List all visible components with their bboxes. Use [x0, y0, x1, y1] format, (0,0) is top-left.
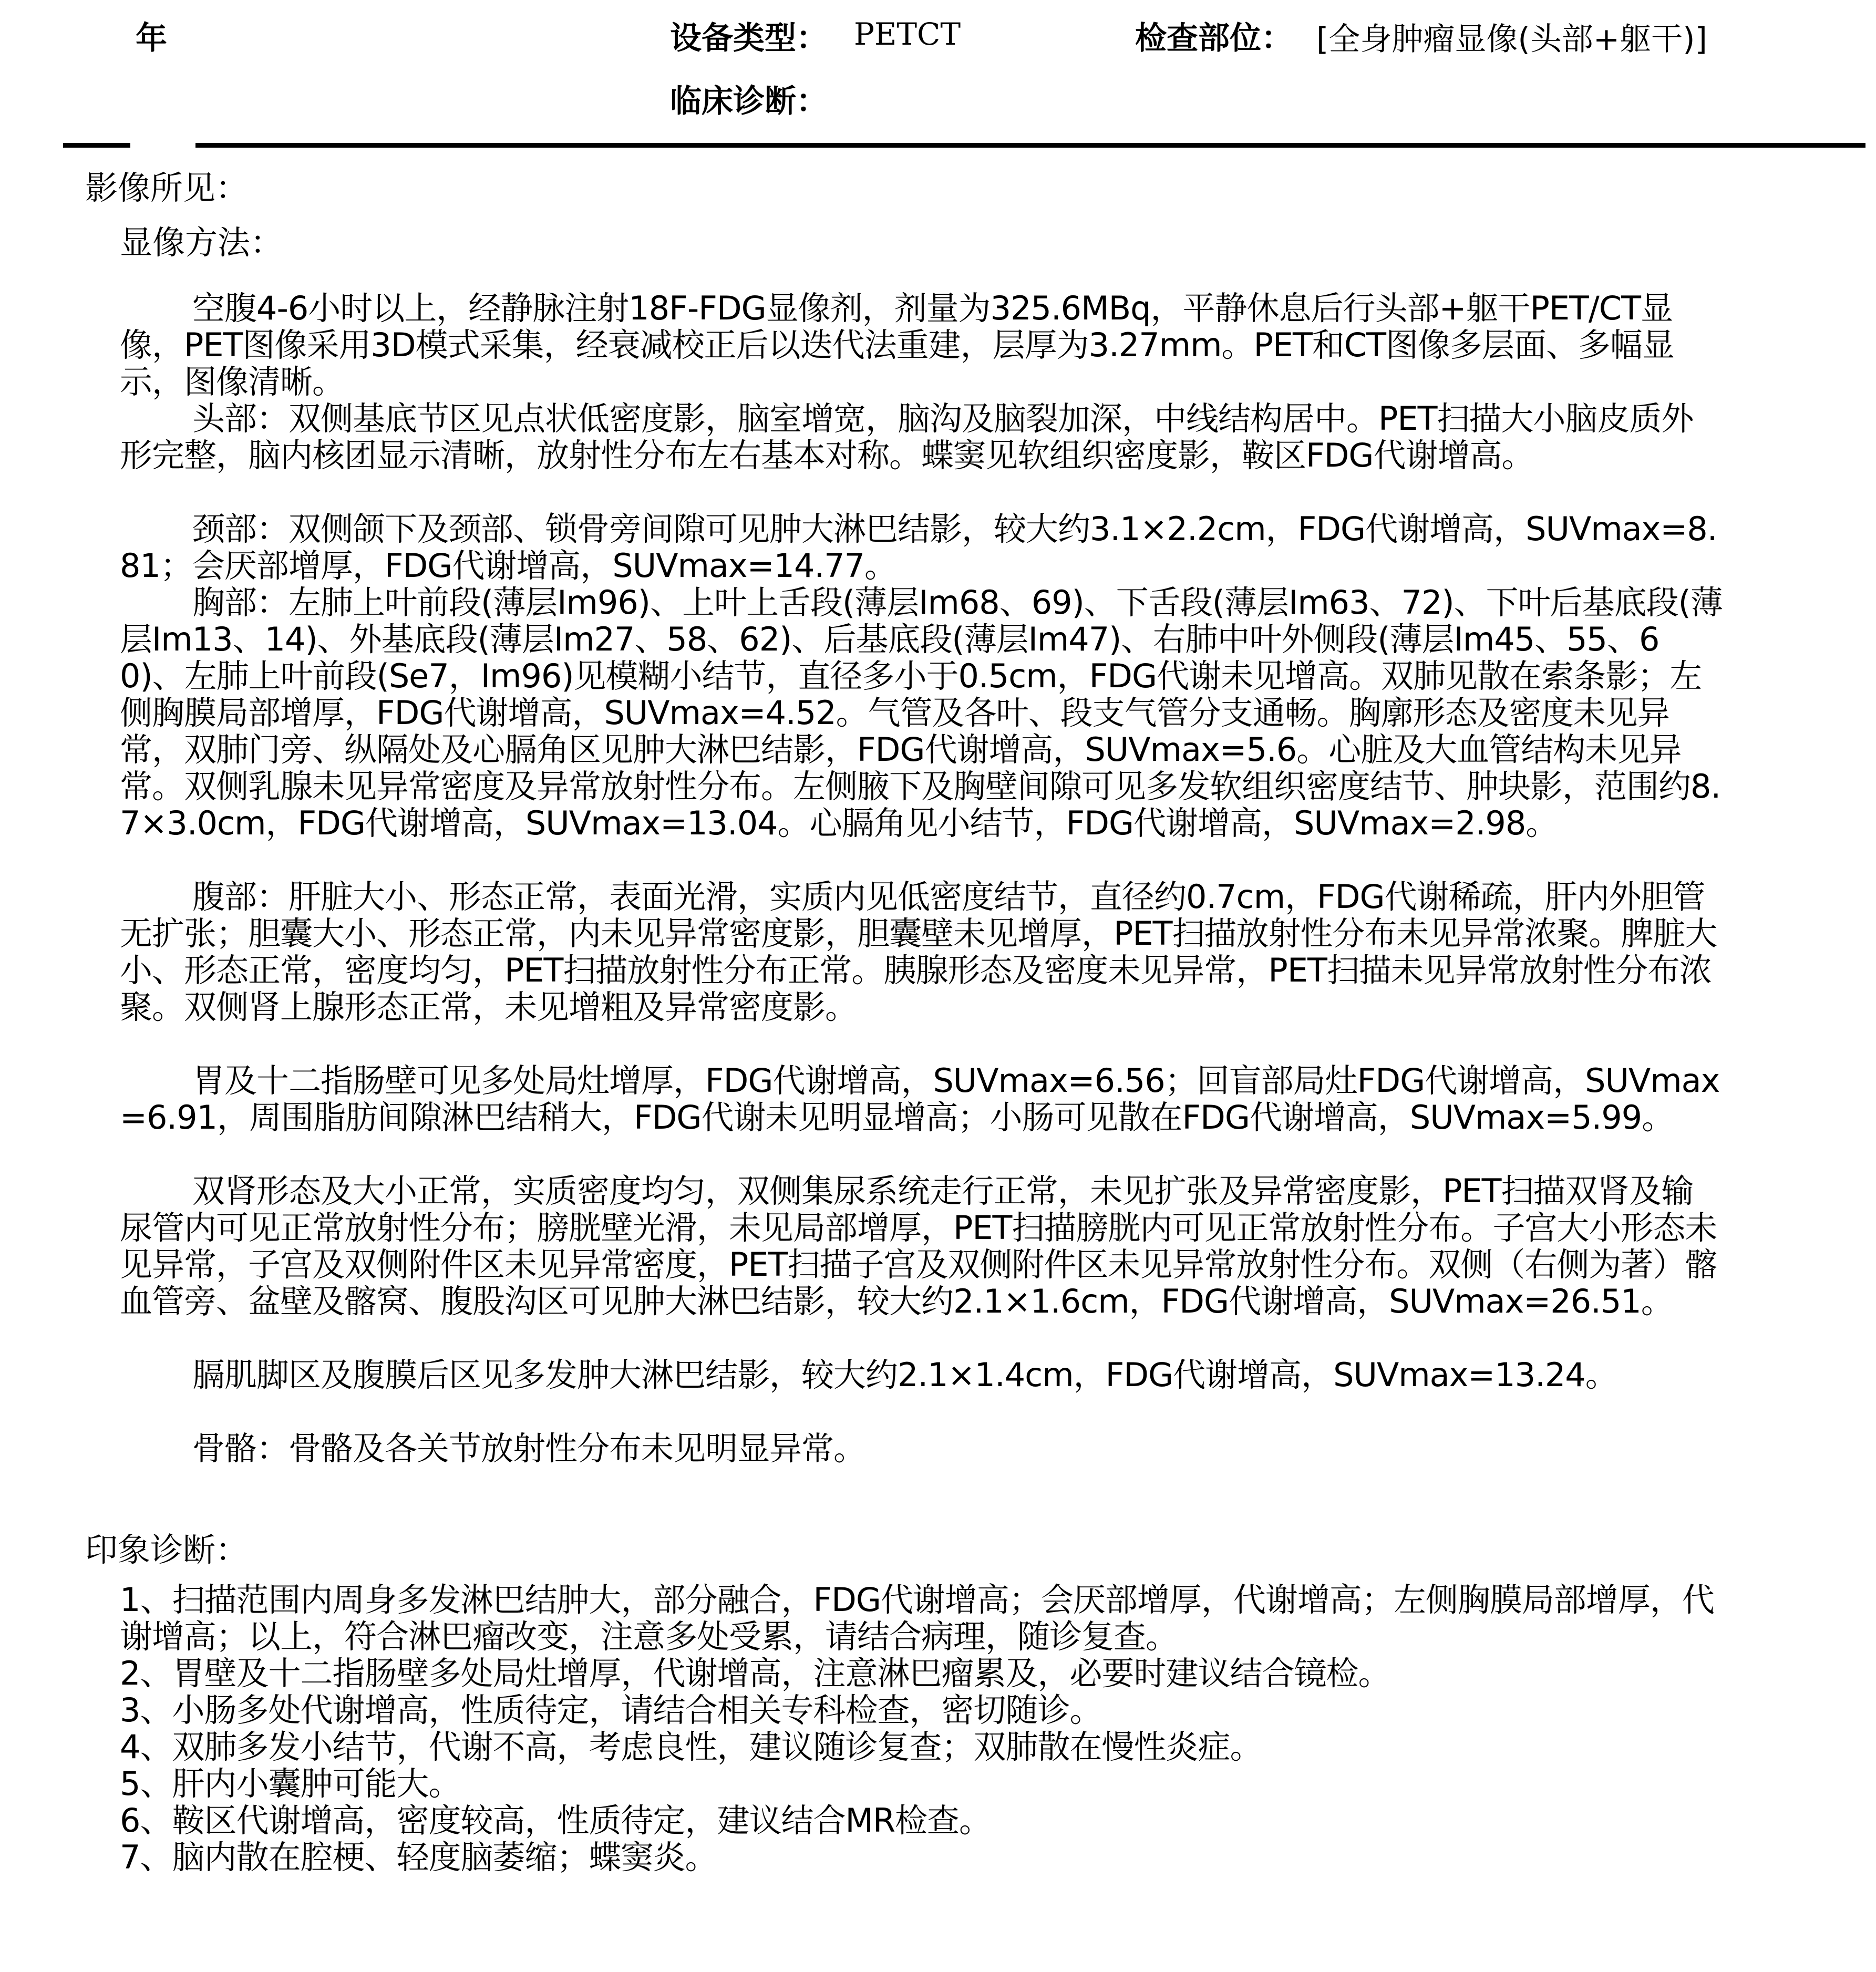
exam-part-value: [全身肿瘤显像(头部+躯干)] [1316, 21, 1707, 58]
device-type-label: 设备类型： [670, 20, 828, 57]
findings-paragraph-bone: 骨骼：骨骼及各关节放射性分布未见明显异常。 [192, 1429, 866, 1468]
findings-paragraph-pelvis: 双肾形态及大小正常，实质密度均匀，双侧集尿系统走行正常，未见扩张及异常密度影，PET扫描双肾及输尿管内可见正常放射性分布；膀胱壁光滑，未见局部增厚，PET扫描膀胱内可见正常放射性分布。子宫大小形态未见异常，子宫及双侧附件区未见异常密度，PET扫描子宫及双侧附件区未见异常放射性分布。双侧（右侧为著）髂血管旁、盆壁及髂窝、腹股沟区可见肿大淋巴结影，较大约2.1×1.6cm，FDG代谢增高，SUVmax=26.51。 [120, 1172, 1717, 1320]
impression-item: 1、扫描范围内周身多发淋巴结肿大，部分融合，FDG代谢增高；会厌部增厚，代谢增高；左侧胸膜局部增厚，代谢增高；以上，符合淋巴瘤改变，注意多处受累，请结合病理，随诊复查。 [120, 1581, 1714, 1656]
findings-paragraph-gi: 胃及十二指肠壁可见多处局灶增厚，FDG代谢增高，SUVmax=6.56；回盲部局灶FDG代谢增高，SUVmax=6.91，周围脂肪间隙淋巴结稍大，FDG代谢未见明显增高；小肠可见散在FDG代谢增高，SUVmax=5.99。 [120, 1061, 1720, 1137]
impression-item: 6、鞍区代谢增高，密度较高，性质待定，建议结合MR检查。 [120, 1801, 992, 1840]
impression-item: 5、肝内小囊肿可能大。 [120, 1764, 461, 1803]
header-divider-left [63, 143, 130, 148]
findings-label: 影像所见： [85, 169, 249, 207]
findings-paragraph-abdomen: 腹部：肝脏大小、形态正常，表面光滑，实质内见低密度结节，直径约0.7cm，FDG代谢稀疏，肝内外胆管无扩张；胆囊大小、形态正常，内未见异常密度影，胆囊壁未见增厚，PET扫描放射性分布未见异常浓聚。脾脏大小、形态正常，密度均匀，PET扫描放射性分布正常。胰腺形态及密度未见异常，PET扫描未见异常放射性分布浓聚。双侧肾上腺形态正常，未见增粗及异常密度影。 [120, 877, 1717, 1026]
report-header [0, 13, 1876, 60]
impression-label: 印象诊断： [85, 1531, 249, 1569]
header-divider-right [195, 143, 1865, 148]
impression-item: 3、小肠多处代谢增高，性质待定，请结合相关专科检查，密切随诊。 [120, 1691, 1102, 1729]
findings-paragraph-head: 头部：双侧基底节区见点状低密度影，脑室增宽，脑沟及脑裂加深，中线结构居中。PET扫描大小脑皮质外形完整，脑内核团显示清晰，放射性分布左右基本对称。蝶窦见软组织密度影，鞍区FDG代谢增高。 [120, 399, 1694, 474]
findings-paragraph-method: 空腹4-6小时以上，经静脉注射18F-FDG显像剂，剂量为325.6MBq，平静休息后行头部+躯干PET/CT显像，PET图像采用3D模式采集，经衰减校正后以迭代法重建，层厚为3.27mm。PET和CT图像多层面、多幅显示，图像清晰。 [120, 289, 1675, 401]
clinical-diagnosis-label: 临床诊断： [670, 83, 828, 120]
impression-item: 7、脑内散在腔梗、轻度脑萎缩；蝶窦炎。 [120, 1838, 717, 1876]
findings-paragraph-chest: 胸部：左肺上叶前段(薄层Im96)、上叶上舌段(薄层Im68、69)、下舌段(薄层Im63、72)、下叶后基底段(薄层Im13、14)、外基底段(薄层Im27、58、62)、后基底段(薄层Im47)、右肺中叶外侧段(薄层Im45、55、60)、左肺上叶前段(Se7，Im96)见模糊小结节，直径多小于0.5cm，FDG代谢未见增高。双肺见散在索条影；左侧胸膜局部增厚，FDG代谢增高，SUVmax=4.52。气管及各叶、段支气管分支通畅。胸廓形态及密度未见异常，双肺门旁、纵隔处及心膈角区见肿大淋巴结影，FDG代谢增高，SUVmax=5.6。心脏及大血管结构未见异常。双侧乳腺未见异常密度及异常放射性分布。左侧腋下及胸壁间隙可见多发软组织密度结节、肿块影，范围约8.7×3.0cm，FDG代谢增高，SUVmax=13.04。心膈角见小结节，FDG代谢增高，SUVmax=2.98。 [120, 583, 1723, 842]
impression-list [120, 1582, 1723, 1876]
device-type-value: PETCT [854, 16, 961, 52]
findings-paragraph-neck: 颈部：双侧颌下及颈部、锁骨旁间隙可见肿大淋巴结影，较大约3.1×2.2cm，FDG代谢增高，SUVmax=8.81；会厌部增厚，FDG代谢增高，SUVmax=14.77。 [120, 510, 1717, 585]
exam-part-label: 检查部位： [1135, 20, 1293, 57]
imaging-method-label: 显像方法： [120, 223, 283, 262]
findings-paragraph-retroperitoneum: 膈肌脚区及腹膜后区见多发肿大淋巴结影，较大约2.1×1.4cm，FDG代谢增高，SUVmax=13.24。 [192, 1356, 1617, 1394]
impression-item: 4、双肺多发小结节，代谢不高，考虑良性，建议随诊复查；双肺散在慢性炎症。 [120, 1728, 1262, 1766]
year-label: 年 [136, 20, 167, 57]
impression-item: 2、胃壁及十二指肠壁多处局灶增厚，代谢增高，注意淋巴瘤累及，必要时建议结合镜检。 [120, 1654, 1390, 1692]
clinical-row [0, 76, 1876, 123]
